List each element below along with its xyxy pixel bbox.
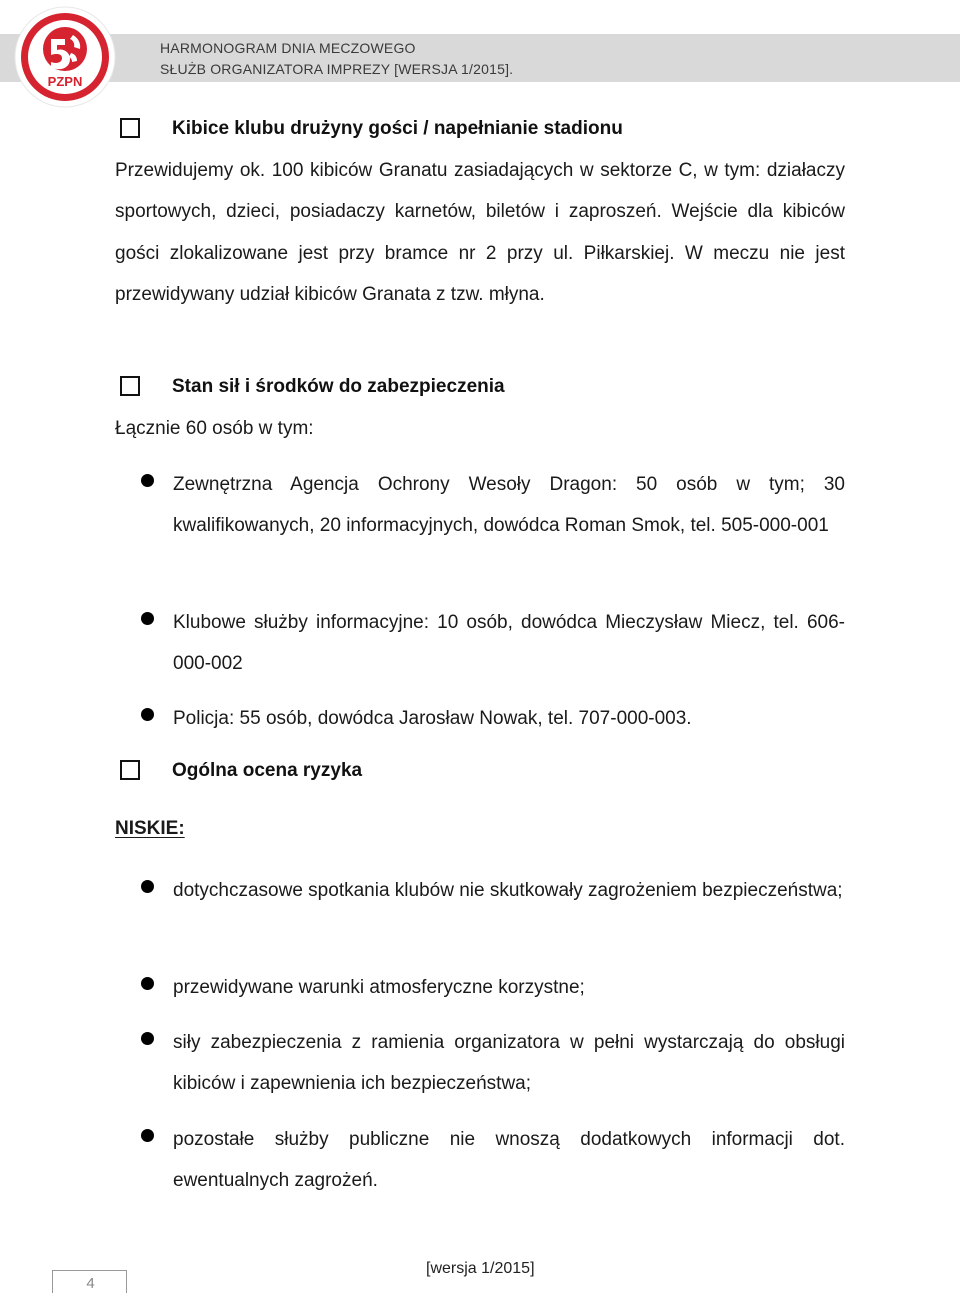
list-item-text: przewidywane warunki atmosferyczne korzystne; [173,977,585,998]
header-title-line: HARMONOGRAM DNIA MECZOWEGO [160,40,416,56]
away-fans-paragraph: Przewidujemy ok. 100 kibiców Granatu zasiadających w sektorze C, w tym: działaczy sportowych, dzieci, posiadaczy karnetów, biletów i zaproszeń. Wejście dla kibiców gości zlokalizowane jest przy bramce nr 2 przy ul. Piłkarskiej. W meczu nie jest przewidywany udział kibiców Granata z tzw. młyna. [115,160,845,305]
bullet-icon [141,474,154,487]
bullet-icon [141,1032,154,1045]
list-item-text: Klubowe służby informacyjne: 10 osób, dowódca Mieczysław Miecz, tel. 606-000-002 [173,612,845,675]
list-item [139,1022,845,1105]
list-item-text: siły zabezpieczenia z ramienia organizatora w pełni wystarczają do obsługi kibiców i zapewnienia ich bezpieczeństwa; [173,1032,845,1095]
list-item-text: dotychczasowe spotkania klubów nie skutkowały zagrożeniem bezpieczeństwa; [173,880,843,901]
section-forces-heading [117,374,857,406]
list-item [139,698,845,739]
bullet-icon [141,977,154,990]
list-item-text: Policja: 55 osób, dowódca Jarosław Nowak, tel. 707-000-003. [173,708,692,729]
section-risk-heading [117,758,857,790]
bullet-icon [141,1129,154,1142]
list-item-text: pozostałe służby publiczne nie wnoszą dodatkowych informacji dot. ewentualnych zagrożeń. [173,1129,845,1192]
bullet-icon [141,708,154,721]
bullet-icon [141,880,154,893]
header-subtitle-line: SŁUŻB ORGANIZATORA IMPREZY [WERSJA 1/2015]. [160,61,514,77]
list-item [139,464,845,547]
document-header [160,38,513,80]
section-away-fans-heading [117,116,857,148]
section-title: Kibice klubu drużyny gości / napełnianie stadionu [172,118,623,139]
bullet-icon [141,612,154,625]
section-title: Stan sił i środków do zabezpieczenia [172,376,505,397]
pzpn-logo [13,5,117,109]
forces-intro: Łącznie 60 osób w tym: [115,418,314,439]
list-item [139,602,845,685]
risk-level-label: NISKIE: [115,818,185,839]
section-title: Ogólna ocena ryzyka [172,760,363,781]
footer-version: [wersja 1/2015] [426,1260,535,1277]
page-number: 4 [86,1275,95,1292]
list-item [139,870,845,911]
checkbox-icon [120,376,140,396]
list-item [139,1119,845,1202]
list-item [139,967,845,1008]
checkbox-icon [120,760,140,780]
list-item-text: Zewnętrzna Agencja Ochrony Wesoły Dragon: 50 osób w tym; 30 kwalifikowanych, 20 informacyjnych, dowódca Roman Smok, tel. 505-000-001 [173,474,845,537]
page-number-box [52,1270,127,1293]
svg-text:PZPN: PZPN [47,74,83,89]
checkbox-icon [120,118,140,138]
